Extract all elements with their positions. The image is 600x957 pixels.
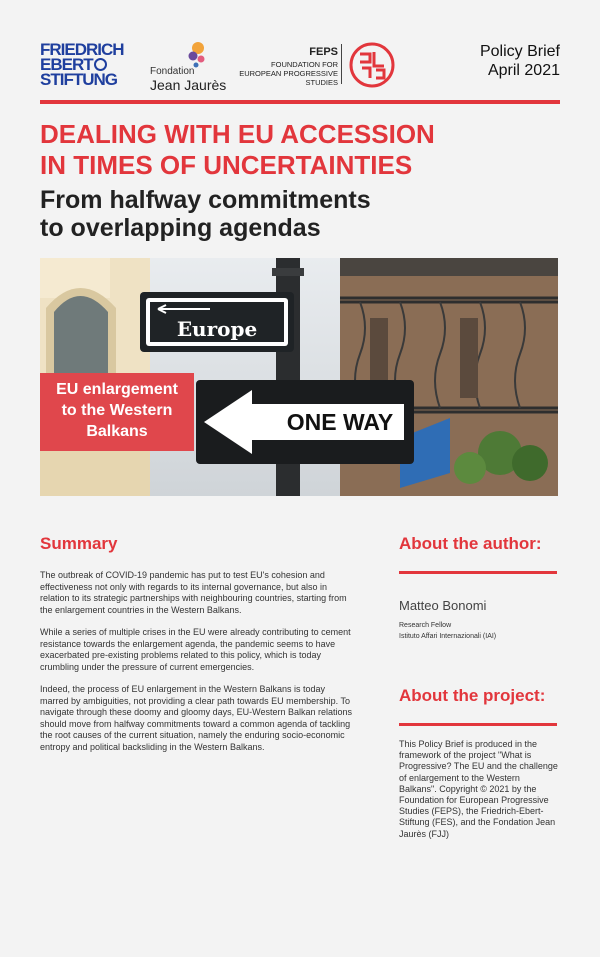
page-subtitle: From halfway commitments to overlapping agendas bbox=[40, 186, 371, 242]
feps-logo bbox=[240, 42, 400, 88]
summary-body bbox=[40, 570, 352, 764]
feps-logo-name: FEPS bbox=[309, 46, 338, 58]
feps-logo-full: FOUNDATION FOR EUROPEAN PROGRESSIVE STUDIES bbox=[239, 60, 338, 87]
doc-type: Policy Brief bbox=[479, 43, 560, 60]
sign-europe-text: Europe bbox=[176, 317, 258, 341]
sign-one-way-text: ONE WAY bbox=[286, 409, 394, 435]
fes-logo-line-2: EBERT bbox=[40, 57, 126, 72]
fes-logo bbox=[40, 42, 126, 87]
doc-date: April 2021 bbox=[487, 62, 560, 79]
summary-paragraph: The outbreak of COVID-19 pandemic has put to test EU's cohesion and effectiveness not only with regards to its internal governance, but also in relation to its strategic partnerships with neighbouring countries, starting from the enlargement countries in the Western Balkans. bbox=[40, 570, 347, 615]
author-role: Research Fellow bbox=[399, 622, 452, 629]
brief-meta bbox=[480, 42, 560, 80]
header-divider bbox=[40, 100, 560, 104]
globe-icon bbox=[94, 58, 107, 71]
project-heading: About the project: bbox=[399, 686, 546, 705]
author-divider bbox=[399, 571, 557, 574]
photo-caption: EU enlargement to the Western Balkans bbox=[40, 373, 194, 451]
feps-divider bbox=[341, 44, 342, 84]
author-institution: Istituto Affari Internazionali (IAI) bbox=[399, 633, 497, 640]
fjj-logo-big: Jean Jaurès bbox=[150, 77, 227, 93]
feps-seal-icon bbox=[346, 40, 398, 90]
summary-heading: Summary bbox=[40, 534, 118, 553]
author-name: Matteo Bonomi bbox=[399, 598, 487, 613]
page-title: DEALING WITH EU ACCESSION IN TIMES OF UNCERTAINTIES bbox=[40, 119, 435, 180]
fjj-logo bbox=[150, 40, 240, 92]
project-body: This Policy Brief is produced in the framework of the project "What is Progressive? The EU and the challenge of enlargement to the Western Balkans". Copyright © 2021 by the Foundation for European Progressive Studies (FEPS), the Friedrich-Ebert-Stiftung (FES), and the Fondation Jean Jaurès (FJJ) bbox=[399, 739, 558, 839]
author-affiliation bbox=[399, 620, 496, 642]
fjj-logo-small: Fondation bbox=[150, 66, 195, 77]
fes-logo-line-1: FRIEDRICH bbox=[40, 40, 124, 59]
author-heading: About the author: bbox=[399, 534, 542, 553]
summary-paragraph: Indeed, the process of EU enlargement in the Western Balkans is today marred by ambiguities, not providing a clear path towards EU membership. To navigate through these doomy and gloomy days, EU-Western Balkan relations should move from halfway commitments toward a common agenda of tackling the root causes of the current situation, namely the enduring socio-economic entropy and political backsliding in the Western Balkans. bbox=[40, 684, 353, 752]
fes-logo-line-3: STIFTUNG bbox=[40, 70, 117, 89]
summary-paragraph: While a series of multiple crises in the EU were already contributing to cement resistance towards the enlargement agenda, the pandemic seems to have exacerbated pre-existing problems related to this policy, which is today crumbling under the pressure of current emergencies. bbox=[40, 627, 351, 672]
project-divider bbox=[399, 723, 557, 726]
